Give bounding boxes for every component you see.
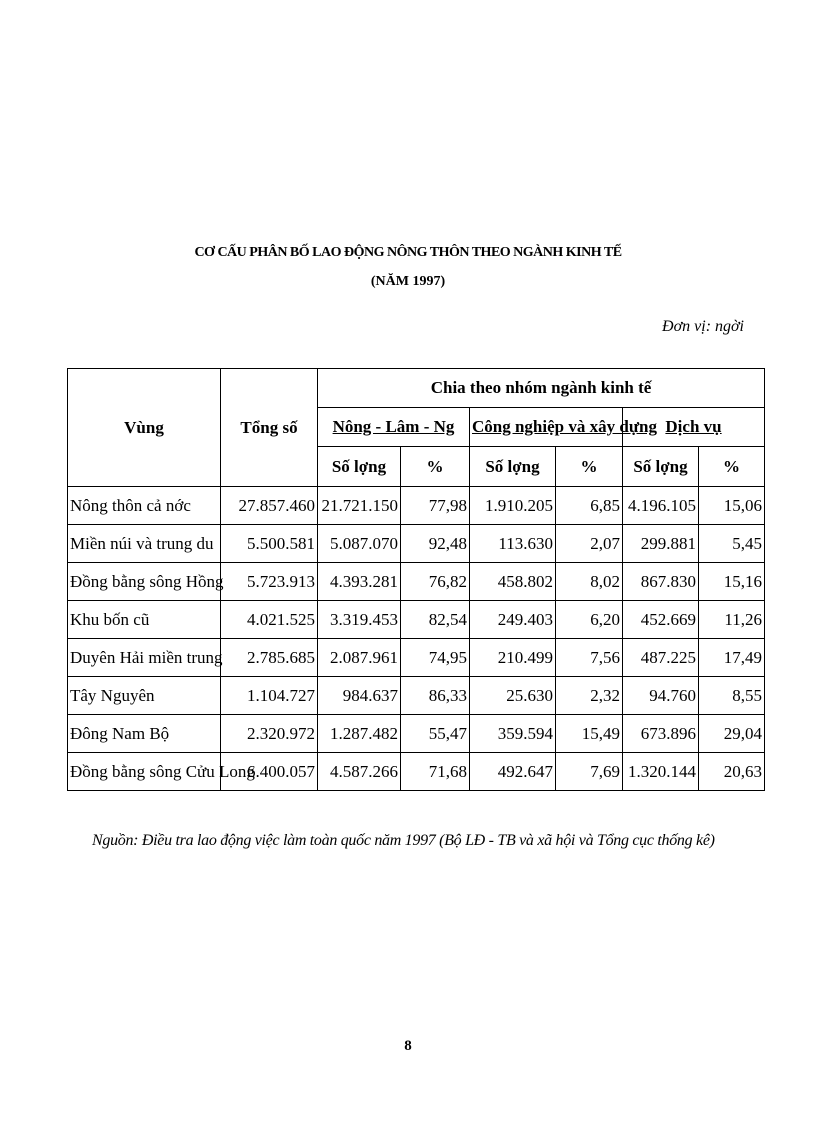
- region-cell: Miền núi và trung du: [68, 525, 221, 563]
- labor-structure-table: [67, 368, 765, 791]
- page-number: 8: [404, 1038, 412, 1054]
- subheader-percent: %: [401, 447, 470, 487]
- header-group: Chia theo nhóm ngành kinh tế: [318, 369, 765, 408]
- service-count-cell: 487.225: [623, 639, 699, 677]
- industry-count-cell: 210.499: [470, 639, 556, 677]
- agri-percent-cell: 71,68: [401, 753, 470, 791]
- agri-count-cell: 21.721.150: [318, 487, 401, 525]
- table-row: [68, 639, 765, 677]
- region-cell: Tây Nguyên: [68, 677, 221, 715]
- agri-percent-cell: 77,98: [401, 487, 470, 525]
- total-cell: 4.021.525: [221, 601, 318, 639]
- service-percent-cell: 17,49: [699, 639, 765, 677]
- sector-agri-label: Nông - Lâm - Ng: [332, 417, 455, 436]
- agri-percent-cell: 76,82: [401, 563, 470, 601]
- agri-count-cell: 2.087.961: [318, 639, 401, 677]
- total-cell: 2.785.685: [221, 639, 318, 677]
- industry-percent-cell: 2,07: [556, 525, 623, 563]
- region-cell: Nông thôn cả nớc: [68, 487, 221, 525]
- agri-count-cell: 4.393.281: [318, 563, 401, 601]
- service-percent-cell: 5,45: [699, 525, 765, 563]
- industry-count-cell: 492.647: [470, 753, 556, 791]
- agri-count-cell: 4.587.266: [318, 753, 401, 791]
- industry-count-cell: 25.630: [470, 677, 556, 715]
- header-region: Vùng: [68, 369, 221, 487]
- header-total: Tổng số: [221, 369, 318, 487]
- industry-count-cell: 359.594: [470, 715, 556, 753]
- agri-count-cell: 1.287.482: [318, 715, 401, 753]
- service-percent-cell: 20,63: [699, 753, 765, 791]
- total-cell: 5.500.581: [221, 525, 318, 563]
- subheader-count: Số lợng: [623, 447, 699, 487]
- service-percent-cell: 15,16: [699, 563, 765, 601]
- industry-percent-cell: 7,69: [556, 753, 623, 791]
- industry-count-cell: 113.630: [470, 525, 556, 563]
- table-row: [68, 525, 765, 563]
- service-count-cell: 673.896: [623, 715, 699, 753]
- service-percent-cell: 11,26: [699, 601, 765, 639]
- sector-service-label: Dịch vụ: [665, 417, 722, 436]
- service-percent-cell: 29,04: [699, 715, 765, 753]
- sector-industry-label: Công nghiệp và xây dựng: [472, 417, 657, 436]
- agri-percent-cell: 74,95: [401, 639, 470, 677]
- region-cell: Khu bốn cũ: [68, 601, 221, 639]
- region-cell: Đồng bằng sông Hồng: [68, 563, 221, 601]
- service-count-cell: 867.830: [623, 563, 699, 601]
- subheader-percent: %: [699, 447, 765, 487]
- industry-percent-cell: 6,85: [556, 487, 623, 525]
- industry-percent-cell: 15,49: [556, 715, 623, 753]
- table-row: [68, 487, 765, 525]
- industry-percent-cell: 2,32: [556, 677, 623, 715]
- agri-percent-cell: 92,48: [401, 525, 470, 563]
- agri-count-cell: 3.319.453: [318, 601, 401, 639]
- region-cell: Đồng bằng sông Cửu Long: [68, 753, 221, 791]
- service-count-cell: 1.320.144: [623, 753, 699, 791]
- service-count-cell: 4.196.105: [623, 487, 699, 525]
- industry-percent-cell: 6,20: [556, 601, 623, 639]
- document-subtitle: (NĂM 1997): [370, 274, 446, 289]
- total-cell: 27.857.460: [221, 487, 318, 525]
- service-percent-cell: 8,55: [699, 677, 765, 715]
- service-percent-cell: 15,06: [699, 487, 765, 525]
- industry-count-cell: 458.802: [470, 563, 556, 601]
- document-title: CƠ CẤU PHÂN BỐ LAO ĐỘNG NÔNG THÔN THEO NGÀNH KINH TẾ: [194, 245, 622, 260]
- agri-percent-cell: 86,33: [401, 677, 470, 715]
- total-cell: 1.104.727: [221, 677, 318, 715]
- table-row: [68, 563, 765, 601]
- source-note: Nguồn: Điều tra lao động việc làm toàn quốc năm 1997 (Bộ LĐ - TB và xã hội và Tổng cục thống kê): [92, 832, 715, 849]
- service-count-cell: 299.881: [623, 525, 699, 563]
- total-cell: 6.400.057: [221, 753, 318, 791]
- agri-percent-cell: 55,47: [401, 715, 470, 753]
- table-row: [68, 753, 765, 791]
- subheader-percent: %: [556, 447, 623, 487]
- region-cell: Duyên Hải miền trung: [68, 639, 221, 677]
- total-cell: 2.320.972: [221, 715, 318, 753]
- header-sector-agri: [318, 408, 470, 447]
- unit-label: Đơn vị: ngời: [662, 318, 744, 335]
- table-body: [68, 487, 765, 791]
- agri-percent-cell: 82,54: [401, 601, 470, 639]
- table-row: [68, 715, 765, 753]
- service-count-cell: 452.669: [623, 601, 699, 639]
- header-sector-industry: [470, 408, 657, 447]
- region-cell: Đông Nam Bộ: [68, 715, 221, 753]
- agri-count-cell: 984.637: [318, 677, 401, 715]
- table-row: [68, 677, 765, 715]
- industry-count-cell: 249.403: [470, 601, 556, 639]
- service-count-cell: 94.760: [623, 677, 699, 715]
- table-row: [68, 601, 765, 639]
- agri-count-cell: 5.087.070: [318, 525, 401, 563]
- subheader-count: Số lợng: [318, 447, 401, 487]
- industry-percent-cell: 8,02: [556, 563, 623, 601]
- subheader-count: Số lợng: [470, 447, 556, 487]
- industry-percent-cell: 7,56: [556, 639, 623, 677]
- industry-count-cell: 1.910.205: [470, 487, 556, 525]
- total-cell: 5.723.913: [221, 563, 318, 601]
